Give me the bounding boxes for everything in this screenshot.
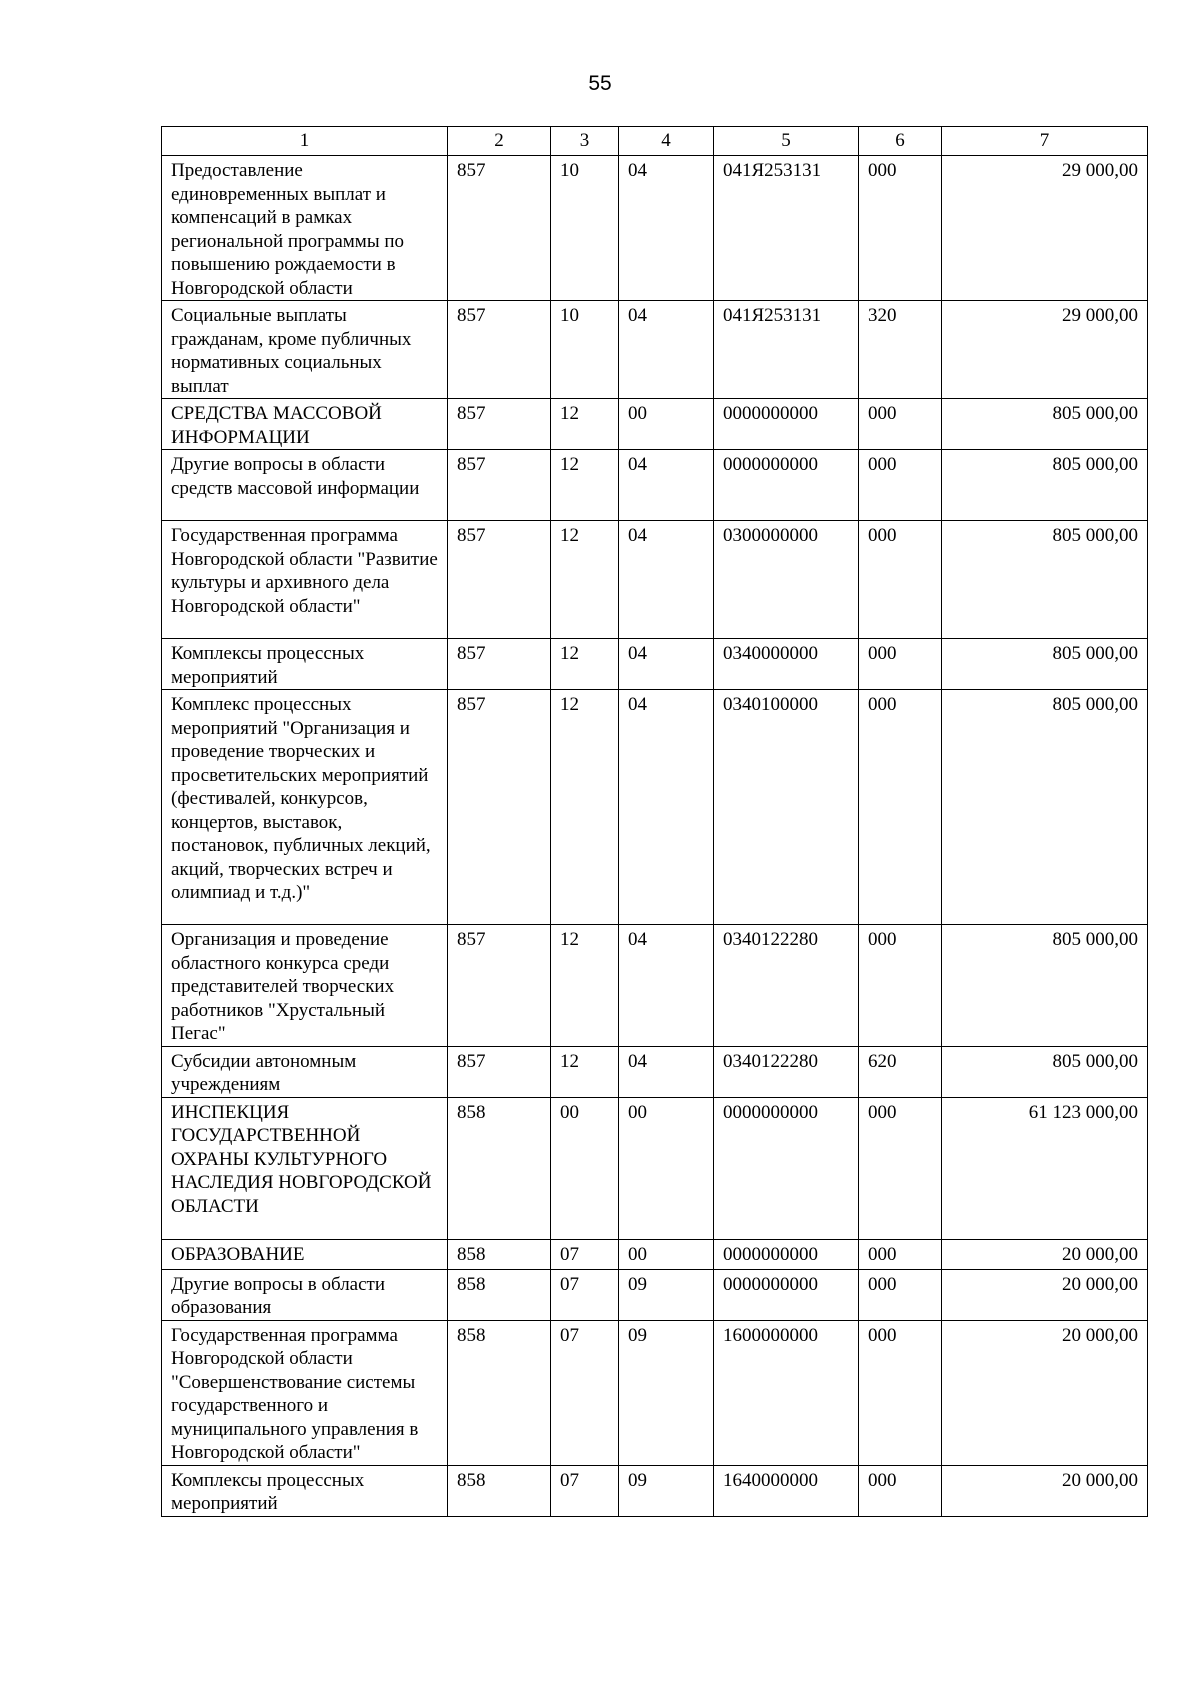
row-col-3: 12 [551,399,619,450]
table-row [162,1320,1148,1465]
row-col-4: 04 [619,156,714,301]
row-col-2: 857 [448,301,551,399]
table-row [162,399,1148,450]
row-col-5: 0000000000 [714,1097,859,1239]
table-row [162,925,1148,1047]
row-amount: 29 000,00 [942,156,1148,301]
row-name: Субсидии автономным учреждениям [162,1046,448,1097]
row-col-2: 857 [448,156,551,301]
budget-table [161,126,1148,1517]
row-col-5: 1640000000 [714,1465,859,1516]
row-col-4: 09 [619,1269,714,1320]
row-amount: 805 000,00 [942,399,1148,450]
row-col-2: 858 [448,1239,551,1269]
header-row [162,127,1148,156]
row-col-2: 857 [448,521,551,639]
row-col-6: 000 [859,1465,942,1516]
table-row [162,1097,1148,1239]
page-number: 55 [588,72,612,95]
header-col-3: 3 [551,127,619,156]
row-amount: 20 000,00 [942,1269,1148,1320]
row-col-3: 12 [551,521,619,639]
row-amount: 805 000,00 [942,450,1148,521]
row-col-2: 858 [448,1465,551,1516]
row-col-5: 0300000000 [714,521,859,639]
row-col-4: 09 [619,1320,714,1465]
row-amount: 20 000,00 [942,1465,1148,1516]
row-col-5: 0000000000 [714,1239,859,1269]
table-row [162,639,1148,690]
row-amount: 805 000,00 [942,639,1148,690]
row-name: Другие вопросы в области образования [162,1269,448,1320]
row-col-6: 000 [859,925,942,1047]
row-col-4: 04 [619,925,714,1047]
row-name: ИНСПЕКЦИЯ ГОСУДАРСТВЕННОЙ ОХРАНЫ КУЛЬТУРНОГО НАСЛЕДИЯ НОВГОРОДСКОЙ ОБЛАСТИ [162,1097,448,1239]
row-col-6: 000 [859,521,942,639]
row-col-3: 07 [551,1269,619,1320]
row-name: Государственная программа Новгородской области "Развитие культуры и архивного дела Новгородской области" [162,521,448,639]
row-col-3: 12 [551,690,619,925]
row-name: Комплекс процессных мероприятий "Организация и проведение творческих и просветительских мероприятий (фестивалей, конкурсов, концертов, выставок, постановок, публичных лекций, акций, творческих встреч и олимпиад и т.д.)" [162,690,448,925]
row-col-6: 320 [859,301,942,399]
row-col-3: 12 [551,639,619,690]
row-col-5: 0340100000 [714,690,859,925]
row-col-2: 858 [448,1097,551,1239]
row-col-3: 10 [551,156,619,301]
row-name: Другие вопросы в области средств массовой информации [162,450,448,521]
row-name: Комплексы процессных мероприятий [162,639,448,690]
row-col-4: 04 [619,450,714,521]
row-col-3: 00 [551,1097,619,1239]
row-col-3: 10 [551,301,619,399]
row-col-6: 000 [859,1320,942,1465]
row-col-4: 04 [619,690,714,925]
row-amount: 805 000,00 [942,690,1148,925]
row-col-6: 000 [859,1239,942,1269]
row-col-2: 857 [448,450,551,521]
row-col-3: 12 [551,925,619,1047]
row-col-5: 0340122280 [714,1046,859,1097]
row-amount: 20 000,00 [942,1320,1148,1465]
row-amount: 805 000,00 [942,925,1148,1047]
table-row [162,690,1148,925]
row-col-5: 041Я253131 [714,301,859,399]
row-col-6: 000 [859,690,942,925]
row-name: СРЕДСТВА МАССОВОЙ ИНФОРМАЦИИ [162,399,448,450]
table-row [162,1269,1148,1320]
header-col-5: 5 [714,127,859,156]
table-row [162,450,1148,521]
table-row [162,301,1148,399]
row-col-3: 07 [551,1465,619,1516]
row-col-4: 04 [619,521,714,639]
row-name: Социальные выплаты гражданам, кроме публичных нормативных социальных выплат [162,301,448,399]
row-col-5: 0000000000 [714,1269,859,1320]
row-col-5: 0000000000 [714,450,859,521]
row-col-5: 041Я253131 [714,156,859,301]
row-amount: 29 000,00 [942,301,1148,399]
row-col-4: 00 [619,399,714,450]
header-col-1: 1 [162,127,448,156]
row-col-4: 00 [619,1097,714,1239]
row-col-2: 857 [448,690,551,925]
row-col-5: 0340000000 [714,639,859,690]
row-name: Предоставление единовременных выплат и компенсаций в рамках региональной программы по повышению рождаемости в Новгородской области [162,156,448,301]
row-amount: 61 123 000,00 [942,1097,1148,1239]
row-col-2: 857 [448,399,551,450]
row-amount: 805 000,00 [942,1046,1148,1097]
row-col-2: 857 [448,925,551,1047]
row-col-6: 000 [859,156,942,301]
header-col-2: 2 [448,127,551,156]
row-col-2: 858 [448,1269,551,1320]
row-col-6: 000 [859,450,942,521]
row-col-6: 000 [859,639,942,690]
table-row [162,1465,1148,1516]
row-name: ОБРАЗОВАНИЕ [162,1239,448,1269]
row-col-6: 000 [859,399,942,450]
row-col-3: 07 [551,1320,619,1465]
row-col-4: 04 [619,301,714,399]
row-col-3: 12 [551,450,619,521]
header-col-4: 4 [619,127,714,156]
row-col-6: 000 [859,1269,942,1320]
row-col-3: 07 [551,1239,619,1269]
header-col-6: 6 [859,127,942,156]
row-name: Организация и проведение областного конкурса среди представителей творческих работников "Хрустальный Пегас" [162,925,448,1047]
row-col-2: 857 [448,1046,551,1097]
row-col-2: 858 [448,1320,551,1465]
row-col-4: 09 [619,1465,714,1516]
row-col-2: 857 [448,639,551,690]
row-col-5: 0340122280 [714,925,859,1047]
table-row [162,521,1148,639]
row-col-4: 04 [619,1046,714,1097]
row-col-5: 0000000000 [714,399,859,450]
row-col-6: 620 [859,1046,942,1097]
row-col-6: 000 [859,1097,942,1239]
row-name: Государственная программа Новгородской области "Совершенствование системы государственного и муниципального управления в Новгородской области" [162,1320,448,1465]
table-row [162,1046,1148,1097]
table-row [162,1239,1148,1269]
row-amount: 805 000,00 [942,521,1148,639]
header-col-7: 7 [942,127,1148,156]
row-amount: 20 000,00 [942,1239,1148,1269]
table-row [162,156,1148,301]
row-col-5: 1600000000 [714,1320,859,1465]
row-col-4: 04 [619,639,714,690]
row-col-3: 12 [551,1046,619,1097]
row-name: Комплексы процессных мероприятий [162,1465,448,1516]
row-col-4: 00 [619,1239,714,1269]
